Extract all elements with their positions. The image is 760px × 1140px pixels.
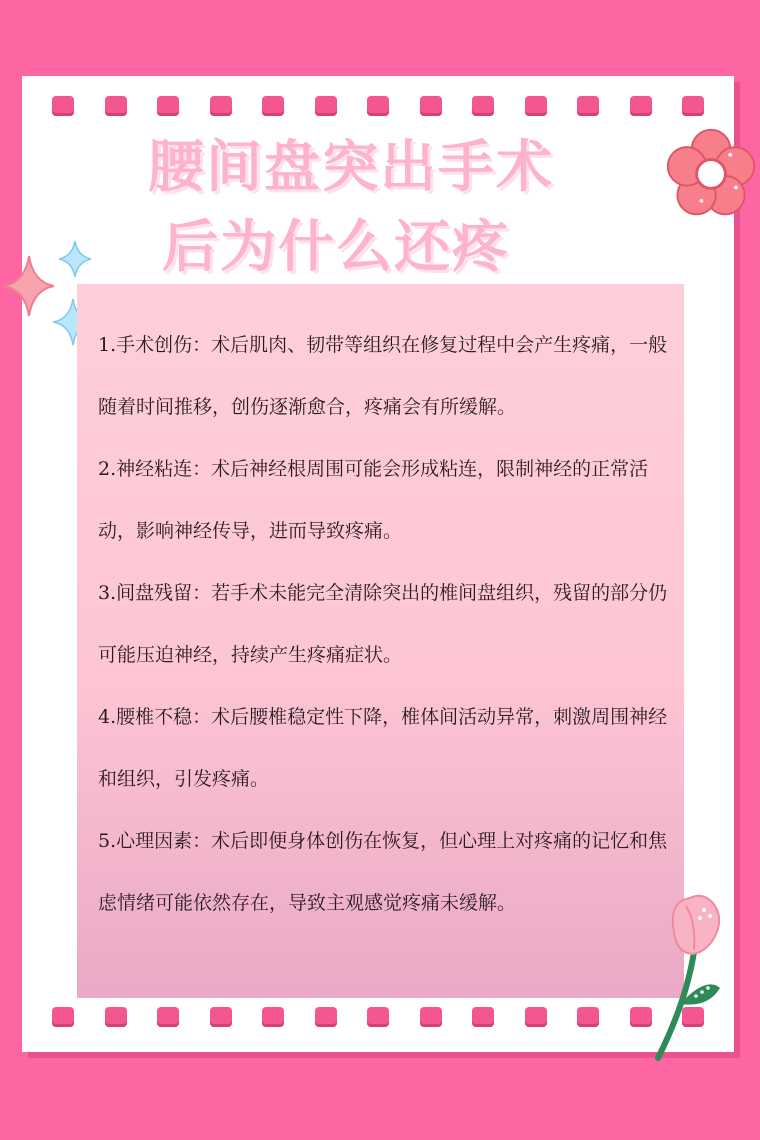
list-item: 4.腰椎不稳：术后腰椎稳定性下降，椎体间活动异常，刺激周围神经和组织，引发疼痛。: [98, 706, 668, 790]
film-hole: [367, 1007, 389, 1027]
film-hole: [472, 1007, 494, 1027]
film-hole: [157, 1007, 179, 1027]
film-holes-top: [52, 96, 704, 118]
page-title-line1: 腰间盘突出手术: [148, 135, 554, 200]
content-panel: [77, 284, 684, 998]
film-hole: [367, 96, 389, 116]
film-hole: [315, 1007, 337, 1027]
film-hole: [105, 96, 127, 116]
film-hole: [105, 1007, 127, 1027]
film-hole: [525, 1007, 547, 1027]
film-hole: [315, 96, 337, 116]
film-hole: [577, 1007, 599, 1027]
list-item: 2.神经粘连：术后神经根周围可能会形成粘连，限制神经的正常活动，影响神经传导，进而导致疼痛。: [98, 458, 649, 542]
list-item: 5.心理因素：术后即便身体创伤在恢复，但心理上对疼痛的记忆和焦虑情绪可能依然存在，导致主观感觉疼痛未缓解。: [98, 830, 668, 914]
film-hole: [577, 96, 599, 116]
flower-icon: [662, 126, 760, 222]
film-hole: [210, 1007, 232, 1027]
film-hole: [52, 1007, 74, 1027]
film-holes-bottom: [52, 1007, 704, 1029]
film-hole: [630, 96, 652, 116]
reason-list: [98, 314, 668, 934]
film-hole: [525, 96, 547, 116]
film-hole: [420, 1007, 442, 1027]
film-hole: [420, 96, 442, 116]
film-hole: [262, 1007, 284, 1027]
film-hole: [210, 96, 232, 116]
list-item: 3.间盘残留：若手术未能完全清除突出的椎间盘组织，残留的部分仍可能压迫神经，持续产生疼痛症状。: [98, 582, 668, 666]
film-hole: [472, 96, 494, 116]
sparkle-pink-icon: [2, 254, 56, 318]
list-item: 1.手术创伤：术后肌肉、韧带等组织在修复过程中会产生疼痛，一般随着时间推移，创伤逐渐愈合，疼痛会有所缓解。: [98, 334, 668, 418]
film-hole: [682, 96, 704, 116]
film-hole: [262, 96, 284, 116]
sparkle-blue-icon: [58, 240, 92, 278]
page-title-line2: 后为什么还疼: [162, 215, 510, 280]
film-hole: [157, 96, 179, 116]
film-hole: [52, 96, 74, 116]
tulip-icon: [646, 892, 730, 1062]
